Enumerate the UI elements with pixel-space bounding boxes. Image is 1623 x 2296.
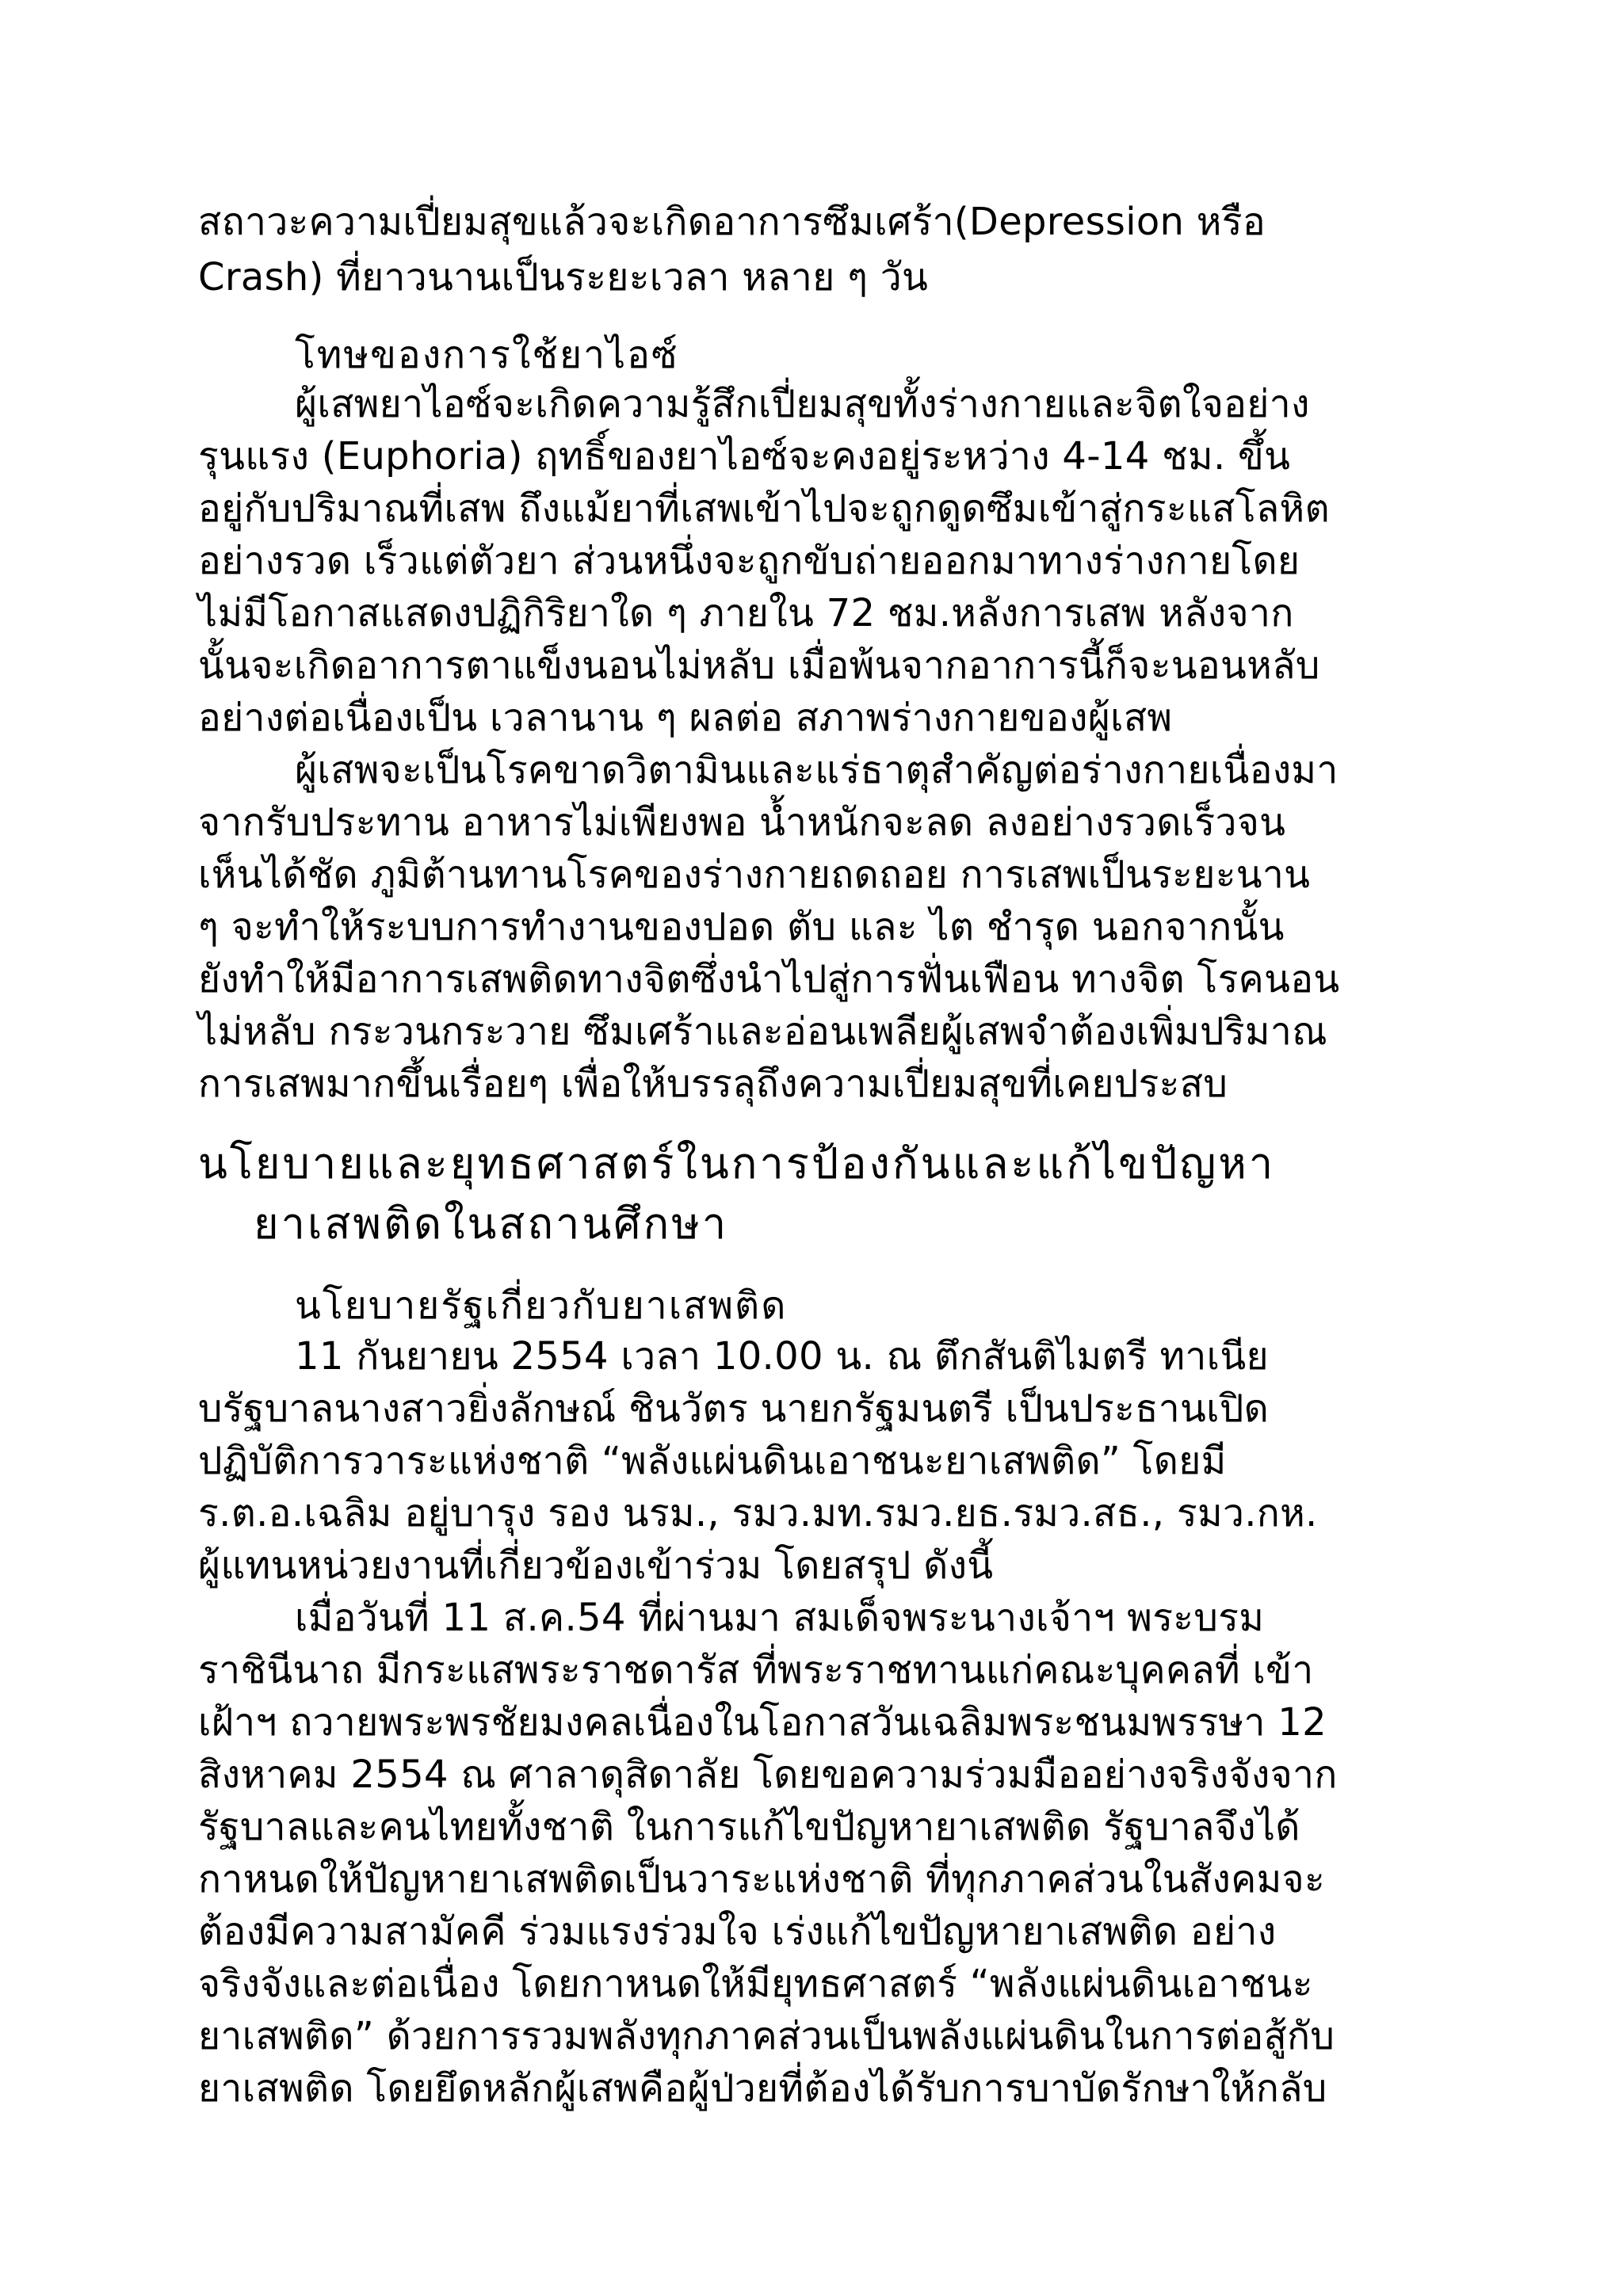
section1-line-1: ผู้เสพยาไอซ์จะเกิดความรู้สึกเปี่ยมสุขทั้งร่างกายและจิตใจอย่าง [295,382,1310,426]
section2-heading-line-2: ยาเสพติดในสถานศึกษา [254,1199,729,1249]
section1-line-2: รุนแรง (Euphoria) ฤทธิ์ของยาไอซ์จะคงอยู่ระหว่าง 4-14 ชม. ขึ้น [198,434,1291,479]
section2-line-7: ราชินีนาถ มีกระแสพระราชดารัส ที่พระราชทานแก่คณะบุคคลที่ เข้า [198,1648,1314,1692]
section1-line-13: ไม่หลับ กระวนกระวาย ซึมเศร้าและอ่อนเพลียผู้เสพจำต้องเพิ่มปริมาณ [198,1009,1327,1054]
intro-line-1: สถาวะความเปี่ยมสุขแล้วจะเกิดอาการซึมเศร้า(Depression หรือ [198,200,1266,244]
section1-line-4: อย่างรวด เร็วแต่ตัวยา ส่วนหนึ่งจะถูกขับถ่ายออกมาทางร่างกายโดย [198,539,1300,583]
section2-line-8: เฝ้าฯ ถวายพระพรชัยมงคลเนื่องในโอกาสวันเฉลิมพระชนมพรรษา 12 [198,1700,1327,1745]
section1-line-12: ยังทำให้มีอาการเสพติดทางจิตซึ่งนำไปสู่การฟั่นเฟือน ทางจิต โรคนอน [198,957,1340,1001]
section2-line-3: ปฏิบัติการวาระแห่งชาติ “พลังแผ่นดินเอาชนะยาเสพติด” โดยมี [198,1439,1227,1483]
section1-line-5: ไม่มีโอกาสแสดงปฏิกิริยาใด ๆ ภายใน 72 ชม.หลังการเสพ หลังจาก [198,591,1294,635]
section2-heading-line-1: นโยบายและยุทธศาสตร์ในการป้องกันและแก้ไขปัญหา [198,1138,1276,1188]
section2-subheading: นโยบายรัฐเกี่ยวกับยาเสพติด [295,1283,788,1328]
section1-heading: โทษของการใช้ยาไอซ์ [295,333,679,377]
section2-line-10: รัฐบาลและคนไทยทั้งชาติ ในการแก้ไขปัญหายาเสพติด รัฐบาลจึงได้ [198,1805,1300,1849]
section2-line-2: บรัฐบาลนางสาวยิ่งลักษณ์ ชินวัตร นายกรัฐมนตรี เป็นประธานเปิด [198,1386,1270,1431]
section1-line-10: เห็นได้ชัด ภูมิต้านทานโรคของร่างกายถดถอย การเสพเป็นระยะนาน [198,852,1311,897]
section1-line-9: จากรับประทาน อาหารไม่เพียงพอ น้ำหนักจะลด ลงอย่างรวดเร็วจน [198,800,1286,845]
section1-line-7: อย่างต่อเนื่องเป็น เวลานาน ๆ ผลต่อ สภาพร่างกายของผู้เสพ [198,696,1173,740]
section2-line-14: ยาเสพติด” ด้วยการรวมพลังทุกภาคส่วนเป็นพลังแผ่นดินในการต่อสู้กับ [198,2014,1335,2058]
section2-line-4: ร.ต.อ.เฉลิม อยู่บารุง รอง นรม., รมว.มท.รมว.ยธ.รมว.สธ., รมว.กห. [198,1491,1318,1535]
section2-line-9: สิงหาคม 2554 ณ ศาลาดุสิดาลัย โดยขอความร่วมมืออย่างจริงจังจาก [198,1753,1338,1797]
section1-line-8: ผู้เสพจะเป็นโรคขาดวิตามินและแร่ธาตุสำคัญต่อร่างกายเนื่องมา [295,748,1338,792]
section2-line-6: เมื่อวันที่ 11 ส.ค.54 ที่ผ่านมา สมเด็จพระนางเจ้าฯ พระบรม [295,1596,1265,1640]
section2-line-15: ยาเสพติด โดยยึดหลักผู้เสพคือผู้ป่วยที่ต้องได้รับการบาบัดรักษาให้กลับ [198,2066,1327,2111]
section1-line-6: นั้นจะเกิดอาการตาแข็งนอนไม่หลับ เมื่อพ้นจากอาการนี้ก็จะนอนหลับ [198,643,1320,688]
section2-line-12: ต้องมีความสามัคคี ร่วมแรงร่วมใจ เร่งแก้ไขปัญหายาเสพติด อย่าง [198,1909,1277,1954]
intro-line-2: Crash) ที่ยาวนานเป็นระยะเวลา หลาย ๆ วัน [198,255,929,299]
section1-line-11: ๆ จะทำให้ระบบการทำงานของปอด ตับ และ ไต ชำรุด นอกจากนั้น [198,905,1285,949]
section2-line-5: ผู้แทนหน่วยงานที่เกี่ยวข้องเข้าร่วม โดยสรุป ดังนี้ [198,1543,994,1588]
section2-line-11: กาหนดให้ปัญหายาเสพติดเป็นวาระแห่งชาติ ที่ทุกภาคส่วนในสังคมจะ [198,1857,1326,1901]
section2-line-13: จริงจังและต่อเนื่อง โดยกาหนดให้มียุทธศาสตร์ “พลังแผ่นดินเอาชนะ [198,1962,1313,2006]
section1-line-3: อยู่กับปริมาณที่เสพ ถึงแม้ยาที่เสพเข้าไปจะถูกดูดซึมเข้าสู่กระแสโลหิต [198,486,1330,531]
section2-line-1: 11 กันยายน 2554 เวลา 10.00 น. ณ ตึกสันติไมตรี ทาเนีย [295,1334,1269,1379]
section1-line-14: การเสพมากขึ้นเรื่อยๆ เพื่อให้บรรลุถึงความเปี่ยมสุขที่เคยประสบ [198,1062,1228,1106]
